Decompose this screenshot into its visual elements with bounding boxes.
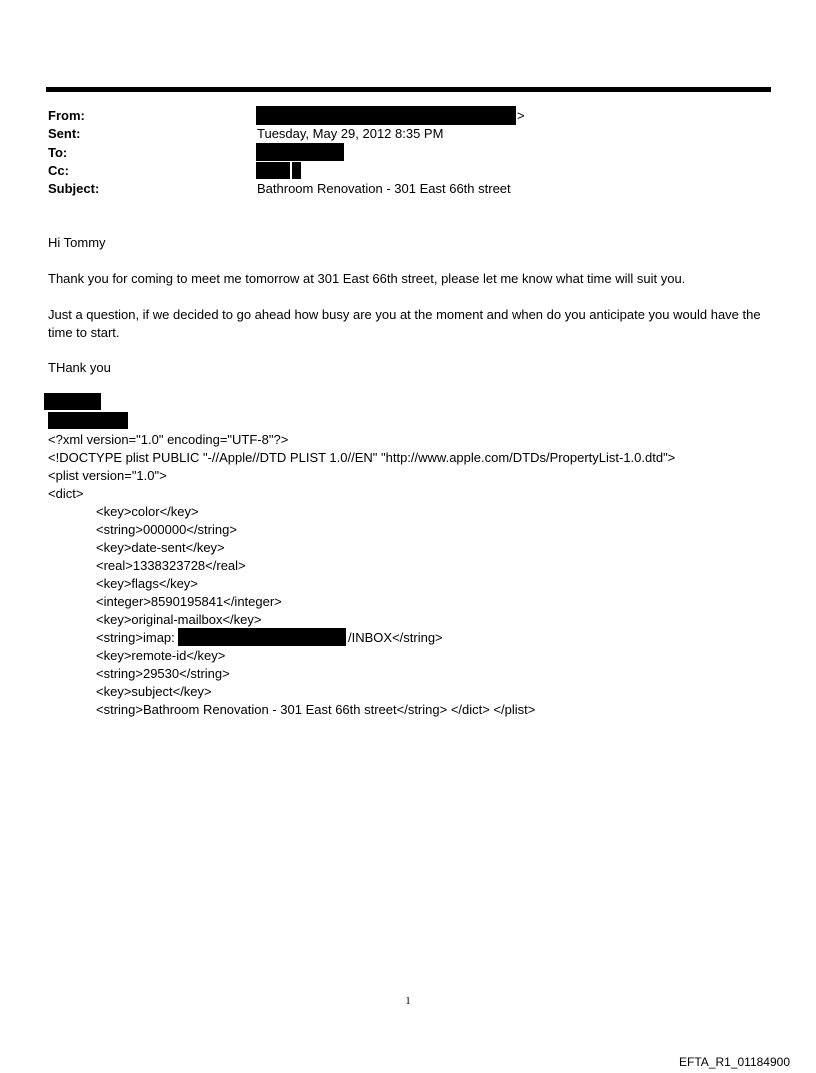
to-redaction — [256, 143, 344, 161]
xml-line: <key>remote-id</key> — [96, 648, 226, 663]
page-number: 1 — [405, 995, 411, 1007]
body-paragraph-2: Just a question, if we decided to go ahead how busy are you at the moment and when do you anticipate you would have the time to start. — [48, 307, 761, 340]
xml-line: <real>1338323728</real> — [96, 558, 246, 573]
xml-line: <key>date-sent</key> — [96, 540, 225, 555]
closing: THank you — [48, 360, 111, 375]
subject-label: Subject: — [48, 181, 100, 196]
signature-redaction-2 — [48, 412, 128, 429]
document-id: EFTA_R1_01184900 — [679, 1055, 790, 1069]
xml-line: <plist version="1.0"> — [48, 468, 167, 483]
from-suffix: > — [517, 108, 525, 123]
xml-line: <!DOCTYPE plist PUBLIC "-//Apple//DTD PLIST 1.0//EN" "http://www.apple.com/DTDs/PropertyList-1.0.dtd"> — [48, 450, 676, 465]
cc-redaction-2 — [292, 162, 301, 179]
signature-redaction-1 — [44, 393, 101, 410]
from-redaction — [256, 106, 516, 125]
to-label: To: — [48, 145, 68, 160]
greeting: Hi Tommy — [48, 235, 106, 250]
xml-line: <string>000000</string> — [96, 522, 237, 537]
sent-value: Tuesday, May 29, 2012 8:35 PM — [257, 126, 444, 141]
xml-line-imap-suffix: /INBOX</string> — [348, 630, 443, 645]
sent-label: Sent: — [48, 126, 81, 141]
cc-redaction-1 — [256, 162, 290, 179]
header-rule — [46, 87, 771, 92]
xml-line: <key>color</key> — [96, 504, 199, 519]
xml-line: <key>subject</key> — [96, 684, 212, 699]
xml-line-imap-prefix: <string>imap: — [96, 630, 175, 645]
xml-line: <key>flags</key> — [96, 576, 198, 591]
xml-line: <dict> — [48, 486, 84, 501]
xml-line: <key>original-mailbox</key> — [96, 612, 262, 627]
xml-line: <integer>8590195841</integer> — [96, 594, 282, 609]
from-label: From: — [48, 108, 85, 123]
cc-label: Cc: — [48, 163, 69, 178]
body-paragraph-1: Thank you for coming to meet me tomorrow at 301 East 66th street, please let me know what time will suit you. — [48, 271, 686, 286]
xml-line: <string>29530</string> — [96, 666, 230, 681]
imap-redaction — [178, 628, 346, 646]
subject-value: Bathroom Renovation - 301 East 66th street — [257, 181, 511, 196]
xml-line: <?xml version="1.0" encoding="UTF-8"?> — [48, 432, 289, 447]
xml-line: <string>Bathroom Renovation - 301 East 66th street</string> </dict> </plist> — [96, 702, 536, 717]
